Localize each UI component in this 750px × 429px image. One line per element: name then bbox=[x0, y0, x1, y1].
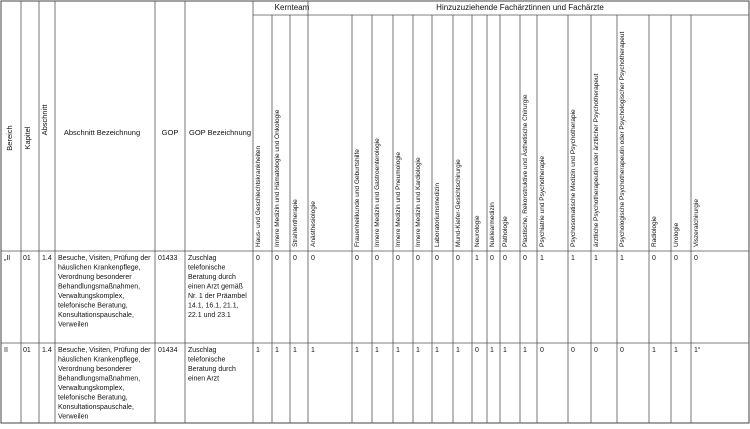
cell-abschnitt: 1.4 bbox=[42, 255, 52, 262]
cell-abschnitt-bezeichnung: telefonische Beratung, bbox=[58, 302, 128, 310]
cell-value: 1 bbox=[375, 347, 379, 354]
cell-gop-bezeichnung: telefonische bbox=[188, 264, 226, 272]
cell-abschnitt-bezeichnung: häuslichen Krankenpflege, bbox=[58, 356, 141, 364]
cell-value: 0 bbox=[435, 255, 439, 262]
cell-value: 1 bbox=[256, 347, 260, 354]
cell-abschnitt-bezeichnung: häuslichen Krankenpflege, bbox=[58, 264, 141, 272]
cell-value: 0 bbox=[540, 347, 544, 354]
cell-gop-bezeichnung: Beratung durch bbox=[188, 366, 236, 373]
cell-value: 1 bbox=[293, 347, 297, 354]
specialty-header: Strahlentherapie bbox=[292, 199, 299, 247]
specialty-header: Anästhesiologie bbox=[310, 201, 317, 247]
cell-abschnitt-bezeichnung: Besuche, Visiten, Prüfung der bbox=[58, 255, 151, 262]
cell-value: 0 bbox=[375, 255, 379, 262]
header-gop-bezeichnung: GOP Bezeichnung bbox=[189, 128, 251, 137]
cell-gop-bezeichnung: 14.1, 16.1, 21.1, bbox=[188, 302, 239, 310]
specialty-header: Neurologie bbox=[474, 215, 481, 247]
specialty-header: Psychologische Psychotherapeutin oder Psychologischer Psychotherapeut bbox=[619, 31, 626, 247]
cell-abschnitt-bezeichnung: Behandlungsmaßnahmen, bbox=[58, 375, 141, 383]
cell-value: 0 bbox=[456, 255, 460, 262]
specialty-header: Nuklearmedizin bbox=[489, 202, 496, 247]
cell-abschnitt-bezeichnung: Verweilen bbox=[58, 413, 89, 421]
cell-value: 1 bbox=[275, 347, 279, 354]
cell-value: 1 bbox=[475, 255, 479, 262]
cell-value: 1 bbox=[571, 255, 575, 262]
specialty-header: Innere Medizin und Gastroenterologie bbox=[374, 138, 381, 247]
cell-value: 1 bbox=[490, 347, 494, 354]
cell-kapitel: 01 bbox=[23, 347, 31, 354]
header-abschnitt: Abschnitt bbox=[40, 104, 49, 136]
cell-value: 0 bbox=[355, 255, 359, 262]
cell-gop-bezeichnung: Nr. 1 der Präambel bbox=[188, 293, 247, 300]
specialty-header: Viszeralchirurgie bbox=[693, 199, 700, 247]
cell-gop-bezeichnung: Beratung durch bbox=[188, 274, 236, 281]
cell-value: 1 bbox=[620, 255, 624, 262]
cell-value: 0 bbox=[490, 255, 494, 262]
cell-value: 0 bbox=[652, 255, 656, 262]
table-row bbox=[4, 347, 701, 421]
cell-value: 0 bbox=[396, 255, 400, 262]
cell-value: 0 bbox=[311, 255, 315, 262]
specialty-header: Psychosomatische Medizin und Psychotherapie bbox=[570, 109, 577, 247]
specialty-header: Innere Medizin und Hämatologie und Onkologie bbox=[274, 109, 281, 247]
cell-abschnitt-bezeichnung: Besuche, Visiten, Prüfung der bbox=[58, 347, 151, 354]
cell-value: 1 bbox=[355, 347, 359, 354]
cell-abschnitt-bezeichnung: Verordnung besonderer bbox=[58, 366, 132, 373]
specialty-header: Plastische, Rekonstruktive und Ästhetische Chirurgie bbox=[522, 94, 529, 247]
specialty-headers bbox=[255, 31, 700, 247]
cell-value: 1 bbox=[523, 347, 527, 354]
specialty-header: Laboratoriumsmedizin bbox=[434, 183, 441, 247]
cell-abschnitt-bezeichnung: Verwaltungskomplex, bbox=[58, 293, 125, 300]
cell-value: 1 bbox=[594, 255, 598, 262]
cell-gop-bezeichnung: 22.1 und 23.1 bbox=[188, 312, 231, 319]
cell-value: 0 bbox=[475, 347, 479, 354]
cell-value: 0 bbox=[620, 347, 624, 354]
cell-abschnitt-bezeichnung: telefonische Beratung, bbox=[58, 394, 128, 402]
cell-gop-bezeichnung: Zuschlag bbox=[188, 347, 217, 354]
group-header-hinzugezogene-fachaerzte: Hinzuzuziehende Fachärztinnen und Fachärzte bbox=[436, 3, 604, 12]
specialty-header: Radiologie bbox=[651, 216, 658, 247]
cell-value: 1 bbox=[652, 347, 656, 354]
specialty-header: Haus- und Geschlechtskrankheiten bbox=[255, 145, 262, 247]
cell-value: 0 bbox=[293, 255, 297, 262]
specialty-header: Psychiatrie und Psychotherapie bbox=[539, 155, 546, 247]
cell-value: 0 bbox=[503, 255, 507, 262]
specialty-header: Innere Medizin und Kardiologie bbox=[415, 157, 422, 247]
header-gop: GOP bbox=[161, 128, 179, 137]
cell-bereich: „II bbox=[4, 255, 11, 262]
cell-value: 1 bbox=[674, 347, 678, 354]
header-abschnitt-bezeichnung: Abschnitt Bezeichnung bbox=[63, 128, 141, 137]
cell-value: 1 bbox=[456, 347, 460, 354]
cell-value: 1 bbox=[503, 347, 507, 354]
specialty-header: ärztliche Psychotherapeutin oder ärztlicher Psychotherapeut bbox=[593, 73, 600, 247]
group-header-kernteam: Kernteam bbox=[274, 3, 310, 12]
cell-value: 0 bbox=[523, 255, 527, 262]
cell-value: 1 bbox=[416, 347, 420, 354]
cell-value: 0 bbox=[674, 255, 678, 262]
cell-value: 0 bbox=[571, 347, 575, 354]
cell-abschnitt-bezeichnung: Konsultationspauschale, bbox=[58, 312, 134, 319]
cell-value: 1 bbox=[435, 347, 439, 354]
cell-abschnitt-bezeichnung: Verordnung besonderer bbox=[58, 274, 132, 281]
cell-value: 1 bbox=[311, 347, 315, 354]
header-bereich: Bereich bbox=[5, 125, 14, 151]
cell-abschnitt: 1.4 bbox=[42, 347, 52, 354]
table-rows bbox=[4, 255, 701, 421]
cell-value: 0 bbox=[694, 255, 698, 262]
specialty-header: Urologie bbox=[673, 222, 680, 247]
cell-gop-bezeichnung: telefonische bbox=[188, 356, 226, 364]
cell-gop-bezeichnung: einen Arzt gemäß bbox=[188, 283, 243, 291]
cell-value: 0 bbox=[256, 255, 260, 262]
cell-value: 1 bbox=[396, 347, 400, 354]
specialty-header: Mund-Kiefer-Gesichtschirurgie bbox=[455, 159, 462, 247]
cell-value: 1 bbox=[540, 255, 544, 262]
cell-gop-bezeichnung: einen Arzt bbox=[188, 375, 220, 383]
cell-abschnitt-bezeichnung: Konsultationspauschale, bbox=[58, 404, 134, 411]
specialty-header: Pathologie bbox=[502, 216, 509, 247]
cell-gop: 01434 bbox=[158, 347, 178, 354]
cell-value: 0 bbox=[594, 347, 598, 354]
header-kapitel: Kapitel bbox=[23, 126, 32, 150]
cell-abschnitt-bezeichnung: Verwaltungskomplex, bbox=[58, 385, 125, 392]
cell-bereich: II bbox=[4, 347, 8, 354]
cell-abschnitt-bezeichnung: Verweilen bbox=[58, 321, 89, 329]
cell-gop: 01433 bbox=[158, 255, 178, 262]
specialty-header: Innere Medizin und Pneumologie bbox=[395, 151, 402, 247]
specialty-header: Frauenheilkunde und Geburtshilfe bbox=[354, 149, 361, 247]
cell-value: 0 bbox=[416, 255, 420, 262]
cell-gop-bezeichnung: Zuschlag bbox=[188, 255, 217, 262]
cell-abschnitt-bezeichnung: Behandlungsmaßnahmen, bbox=[58, 283, 141, 291]
table-row bbox=[4, 255, 698, 329]
cell-value: 0 bbox=[275, 255, 279, 262]
cell-value: 1“ bbox=[694, 347, 701, 354]
cell-kapitel: 01 bbox=[23, 255, 31, 262]
